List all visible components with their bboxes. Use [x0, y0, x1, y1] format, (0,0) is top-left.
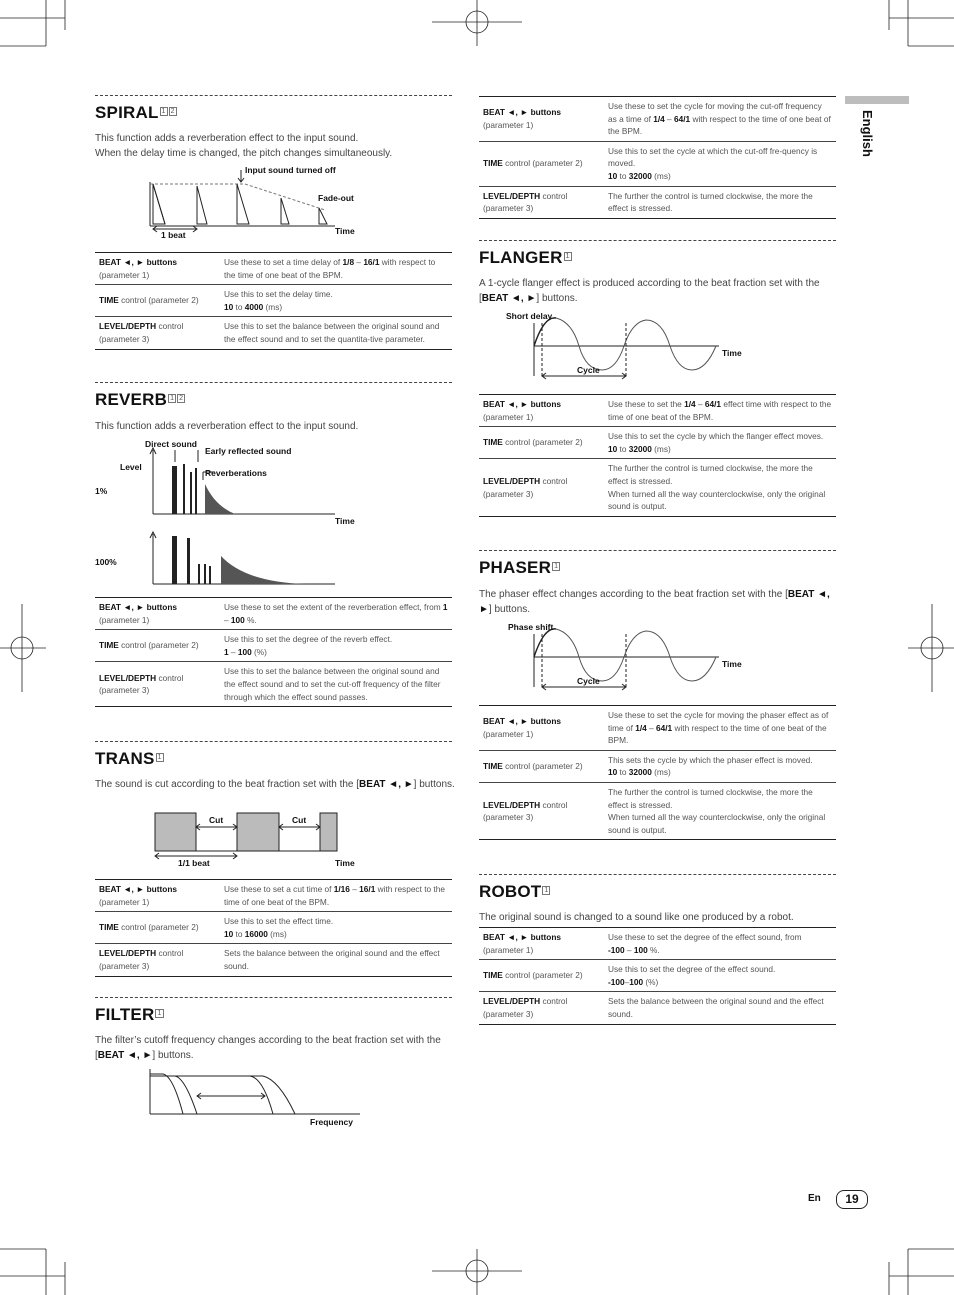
phaser-diagram	[504, 619, 764, 691]
table-row: BEAT ◄, ► buttons (parameter 1) Use these to set a time delay of 1/8 – 16/1 with respect to the time of one beat of the BPM.	[95, 253, 452, 285]
section-title-trans: TRANS $^1$	[95, 749, 162, 768]
trans-description: The sound is cut according to the beat fraction set with the [BEAT ◄, ►] buttons.	[95, 779, 455, 790]
divider	[479, 240, 836, 241]
label-100pct: 100%	[95, 557, 117, 567]
table-row: BEAT ◄, ► buttons (parameter 1) Use these to set the cycle for moving the phaser effect as of time of 1/4 – 64/1 with respect to the time of one beat of the BPM.	[479, 706, 836, 751]
section-title-phaser: PHASER $^1$	[479, 558, 559, 577]
label-cycle: Cycle	[577, 676, 600, 686]
label-time: Time	[335, 226, 355, 236]
divider	[95, 741, 452, 742]
label-beat: 1/1 beat	[178, 858, 210, 868]
section-title-robot: ROBOT $^1$	[479, 882, 549, 901]
label-frequency: Frequency	[310, 1117, 353, 1127]
table-row: LEVEL/DEPTH control (parameter 3) Use this to set the balance between the original sound and the effect sound and to set the quantita-tive parameter.	[95, 317, 452, 349]
table-row: LEVEL/DEPTH control (parameter 3) The further the control is turned clockwise, the more the effect is stressed. When turned all the way counterclockwise, only the original sound is output.	[479, 782, 836, 839]
spiral-table	[95, 252, 452, 350]
table-row: TIME control (parameter 2) Use this to set the effect time. 10 to 16000 (ms)	[95, 912, 452, 944]
label-time: Time	[722, 348, 742, 358]
label-time: Time	[335, 858, 355, 868]
label-direct: Direct sound	[145, 439, 197, 449]
phaser-description: The phaser effect changes according to the beat fraction set with the [BEAT ◄, ►] buttons.	[479, 589, 830, 615]
divider	[95, 997, 452, 998]
reverb-table	[95, 597, 452, 707]
table-row: LEVEL/DEPTH control (parameter 3) The further the control is turned clockwise, the more the effect is stressed.	[479, 186, 836, 218]
flanger-table	[479, 394, 836, 517]
table-row: TIME control (parameter 2) This sets the cycle by which the phaser effect is moved. 10 to 32000 (ms)	[479, 750, 836, 782]
label-reverbs: Reverberations	[205, 468, 267, 478]
label-short-delay: Short delay	[506, 311, 553, 321]
section-title-reverb: REVERB $^1$ $^2$	[95, 390, 184, 409]
spiral-description: This function adds a reverberation effect to the input sound. When the delay time is changed, the pitch changes simultaneously.	[95, 133, 393, 159]
trans-diagram	[150, 810, 380, 872]
label-input-off: Input sound turned off	[245, 165, 336, 175]
section-title-filter: FILTER $^1$	[95, 1005, 162, 1024]
table-row: LEVEL/DEPTH control (parameter 3) Sets the balance between the original sound and the effect sound.	[479, 992, 836, 1024]
label-level: Level	[120, 462, 142, 472]
section-title-spiral: SPIRAL $^1$ $^2$	[95, 103, 175, 122]
flanger-description: A 1-cycle flanger effect is produced according to the beat fraction set with the [BEAT ◄, ►] buttons.	[479, 278, 820, 304]
table-row: BEAT ◄, ► buttons (parameter 1) Use these to set a cut time of 1/16 – 16/1 with respect to the time of one beat of the BPM.	[95, 880, 452, 912]
reverb-description: This function adds a reverberation effect to the input sound.	[95, 421, 359, 432]
filter-diagram	[145, 1066, 375, 1128]
label-cut: Cut	[292, 815, 307, 825]
label-phase-shift: Phase shift	[508, 622, 554, 632]
table-row: LEVEL/DEPTH control (parameter 3) The further the control is turned clockwise, the more the effect is stressed. When turned all the way counterclockwise, only the original sound is output.	[479, 459, 836, 516]
language-tab-label: English	[860, 110, 875, 157]
table-row: BEAT ◄, ► buttons (parameter 1) Use these to set the cycle for moving the cut-off frequency as a time of 1/4 – 64/1 with respect to the time of one beat of the BPM.	[479, 97, 836, 142]
language-tab-bar	[845, 96, 909, 104]
table-row: TIME control (parameter 2) Use this to set the degree of the reverb effect. 1 – 100 (%)	[95, 630, 452, 662]
trans-table	[95, 879, 452, 977]
divider	[95, 382, 452, 383]
table-row: LEVEL/DEPTH control (parameter 3) Sets the balance between the original sound and the effect sound.	[95, 944, 452, 976]
robot-description: The original sound is changed to a sound like one produced by a robot.	[479, 912, 794, 923]
phaser-table	[479, 705, 836, 840]
label-time: Time	[335, 516, 355, 526]
label-1beat: 1 beat	[161, 230, 186, 240]
divider	[95, 95, 452, 96]
reverb-diagram	[95, 436, 375, 596]
divider	[479, 550, 836, 551]
label-cycle: Cycle	[577, 365, 600, 375]
table-row: BEAT ◄, ► buttons (parameter 1) Use these to set the degree of the effect sound, from -100 – 100 %.	[479, 928, 836, 960]
label-fade-out: Fade-out	[318, 193, 354, 203]
filter-description: The filter’s cutoff frequency changes according to the beat fraction set with the [BEAT ◄, ►] buttons.	[95, 1035, 441, 1061]
label-time: Time	[722, 659, 742, 669]
flanger-diagram	[504, 308, 764, 380]
label-1pct: 1%	[95, 486, 108, 496]
label-early: Early reflected sound	[205, 446, 292, 456]
table-row: TIME control (parameter 2) Use this to set the cycle by which the flanger effect moves. 10 to 32000 (ms)	[479, 427, 836, 459]
table-row: LEVEL/DEPTH control (parameter 3) Use this to set the balance between the original sound and the effect sound and to set the cut-off frequency of the filter through which the effect sound passes.	[95, 662, 452, 707]
divider	[479, 874, 836, 875]
filter-table	[479, 96, 836, 219]
table-row: TIME control (parameter 2) Use this to set the degree of the effect sound. -100–100 (%)	[479, 960, 836, 992]
page-language: En	[808, 1193, 821, 1204]
table-row: TIME control (parameter 2) Use this to set the delay time. 10 to 4000 (ms)	[95, 285, 452, 317]
page-number: 19	[836, 1190, 868, 1209]
label-cut: Cut	[209, 815, 224, 825]
table-row: BEAT ◄, ► buttons (parameter 1) Use these to set the 1/4 – 64/1 effect time with respect to the time of one beat of the BPM.	[479, 395, 836, 427]
table-row: TIME control (parameter 2) Use this to set the cycle at which the cut-off fre-quency is moved. 10 to 32000 (ms)	[479, 141, 836, 186]
spiral-diagram	[145, 164, 365, 244]
table-row: BEAT ◄, ► buttons (parameter 1) Use these to set the extent of the reverberation effect, from 1 – 100 %.	[95, 598, 452, 630]
section-title-flanger: FLANGER $^1$	[479, 248, 570, 267]
robot-table	[479, 927, 836, 1025]
